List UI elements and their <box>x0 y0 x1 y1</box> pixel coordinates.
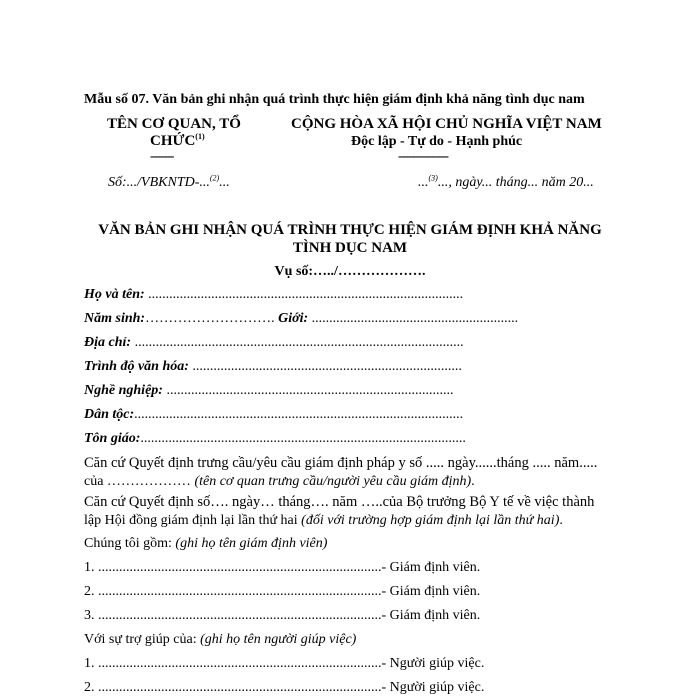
field-education <box>84 358 462 375</box>
member-row-1: 1. .................................................................................- Giám định viên. <box>84 560 481 575</box>
document-title-line2: TÌNH DỤC NAM <box>292 240 408 256</box>
ethnic-label: Dân tộc: <box>84 407 135 422</box>
field-name <box>84 286 463 303</box>
field-job <box>84 382 453 399</box>
member-row-3: 3. .................................................................................- Giám định viên. <box>84 608 481 623</box>
field-birth-gender <box>84 310 518 327</box>
field-ethnic <box>84 406 463 423</box>
agency-name-line2: CHỨC$^{(1)}$ <box>150 132 205 149</box>
education-dots: ............................................................................. <box>188 359 462 374</box>
field-religion <box>84 430 466 447</box>
document-number: Số:.../VBKNTD-...$^{(2)}$... <box>108 173 230 190</box>
helpers-intro: Với sự trợ giúp của: (ghi họ tên người giúp việc) <box>84 632 357 647</box>
gender-label: Giới: <box>274 311 309 326</box>
birth-label: Năm sinh: <box>84 311 146 326</box>
religion-label: Tôn giáo: <box>84 431 141 446</box>
paragraph-requisition-line2: của ……………… (tên cơ quan trưng cầu/người yêu cầu giám định). <box>84 474 475 489</box>
paragraph-council-line1: Căn cứ Quyết định số…. ngày… tháng…. năm …..của Bộ trưởng Bộ Y tế về việc thành <box>84 494 595 510</box>
helper-row-1: 1. .................................................................................- Người giúp việc. <box>84 656 485 671</box>
field-address <box>84 334 464 351</box>
gender-dots: ........................................................... <box>308 311 519 326</box>
document-date: ...$^{(3)}$..., ngày... tháng... năm 20... <box>418 173 594 190</box>
member-row-2: 2. .................................................................................- Giám định viên. <box>84 584 481 599</box>
footnote-1: (1) <box>195 132 205 141</box>
ethnic-dots: .............................................................................................. <box>134 407 464 422</box>
address-label: Địa chỉ: <box>84 335 132 350</box>
job-dots: .................................................................................. <box>162 383 454 398</box>
name-dots: .......................................................................................... <box>144 287 464 302</box>
address-dots: .............................................................................................. <box>131 335 464 350</box>
case-number: Vụ số:…../………………. <box>274 264 426 279</box>
name-label: Họ và tên: <box>84 287 145 302</box>
paragraph-council-line2: lập Hội đồng giám định lại lần thứ hai (đối với trường hợp giám định lại lần thứ hai). <box>84 513 563 528</box>
form-title: Mẫu số 07. Văn bản ghi nhận quá trình thực hiện giám định khả năng tình dục nam <box>84 92 585 107</box>
members-intro: Chúng tôi gồm: (ghi họ tên giám định viên) <box>84 536 328 551</box>
job-label: Nghề nghiệp: <box>84 383 163 398</box>
nation-motto: Độc lập - Tự do - Hạnh phúc <box>351 134 523 149</box>
education-label: Trình độ văn hóa: <box>84 359 189 374</box>
agency-rule: ------- <box>150 148 174 163</box>
agency-name-line1: TÊN CƠ QUAN, TỔ <box>107 116 241 132</box>
birth-dots: ………………………. <box>145 311 275 326</box>
nation-name: CỘNG HÒA XÃ HỘI CHỦ NGHĨA VIỆT NAM <box>291 116 602 132</box>
religion-dots: ............................................................................................. <box>140 431 466 446</box>
document-title-line1: VĂN BẢN GHI NHẬN QUÁ TRÌNH THỰC HIỆN GIÁM ĐỊNH KHẢ NĂNG <box>98 222 602 238</box>
helper-row-2: 2. .................................................................................- Người giúp việc. <box>84 680 485 695</box>
motto-rule: --------------- <box>398 148 448 163</box>
paragraph-requisition-line1: Căn cứ Quyết định trưng cầu/yêu cầu giám định pháp y số ..... ngày......tháng ..... năm..... <box>84 455 598 471</box>
